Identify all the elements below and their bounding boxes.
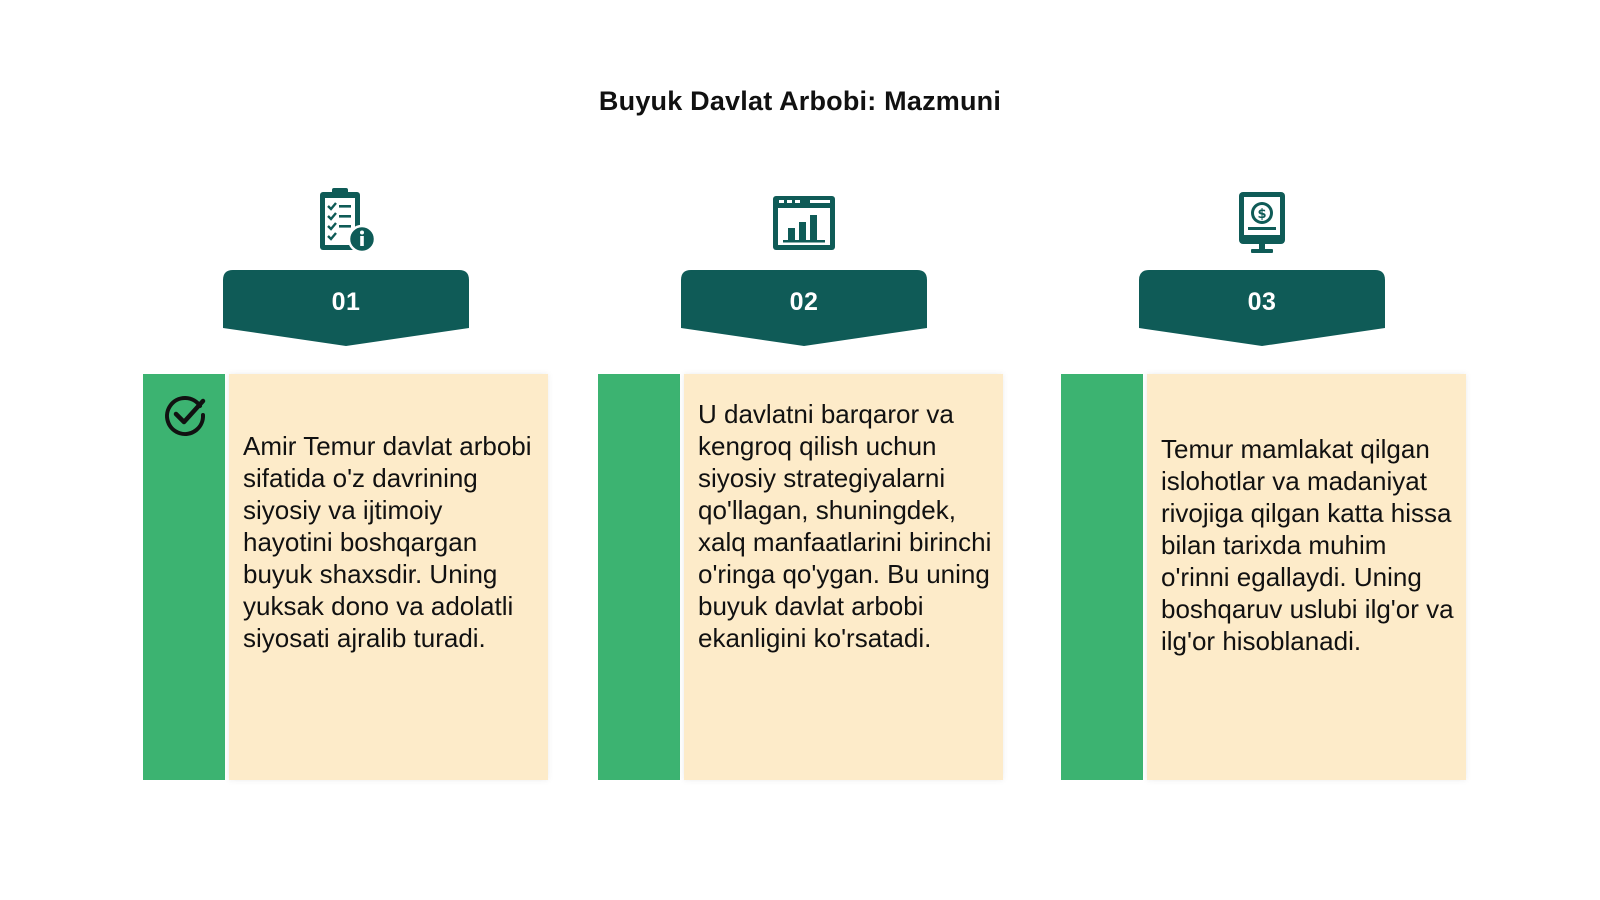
card-text: Temur mamlakat qilgan islohotlar va madaniyat rivojiga qilgan katta hissa bilan tarixda muhim o'rinni egallaydi. Uning boshqaruv uslubi ilg'or va ilg'or hisoblanadi.	[1161, 434, 1454, 656]
step-header-1	[223, 186, 469, 346]
card-text: U davlatni barqaror va kengroq qilish uchun siyosiy strategiyalarni qo'llagan, shuningdek, xalq manfaatlarini birinchi o'ringa qo'ygan. Bu uning buyuk davlat arbobi ekanligini ko'rsatadi.	[698, 399, 992, 653]
dollar-monitor-icon	[1226, 186, 1298, 258]
accent-bar	[143, 374, 225, 780]
text-panel	[1147, 374, 1466, 780]
card-text: Amir Temur davlat arbobi sifatida o'z davrining siyosiy va ijtimoiy hayotini boshqargan buyuk shaxsdir. Uning yuksak dono va adolatli siyosati ajralib turadi.	[243, 431, 532, 653]
accent-bar	[598, 374, 680, 780]
step-number: 02	[789, 288, 819, 316]
step-number: 03	[1247, 288, 1277, 316]
step-header-2	[681, 186, 927, 346]
check-circle-icon	[162, 392, 208, 438]
bar-chart-window-icon	[768, 186, 840, 258]
svg-text:$: $	[1257, 207, 1267, 222]
content-card-2	[598, 374, 1003, 780]
step-header-3	[1139, 186, 1385, 346]
text-panel	[229, 374, 548, 780]
content-card-1	[143, 374, 548, 780]
accent-bar	[1061, 374, 1143, 780]
step-number: 01	[331, 288, 361, 316]
clipboard-checklist-info-icon	[310, 186, 382, 258]
step-banner-1	[223, 270, 469, 346]
step-banner-3	[1139, 270, 1385, 346]
step-banner-2	[681, 270, 927, 346]
text-panel	[684, 374, 1003, 780]
page-title: Buyuk Davlat Arbobi: Mazmuni	[598, 86, 1002, 116]
content-card-3	[1061, 374, 1466, 780]
